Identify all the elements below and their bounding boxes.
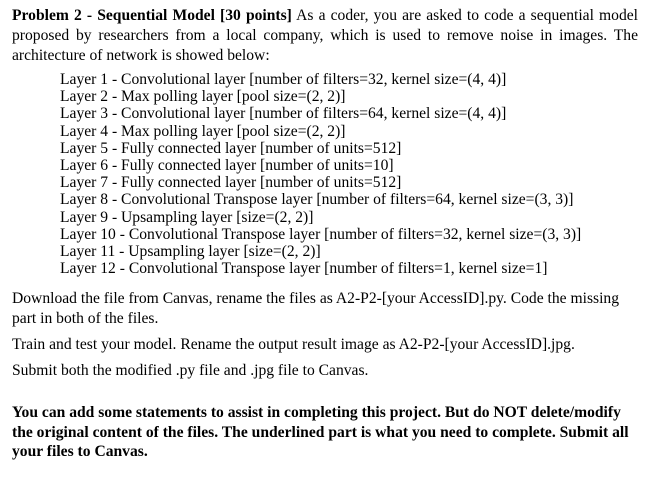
layer-list: [60, 71, 581, 277]
layer-item-7: Layer 7 - Fully connected layer [number of units=512]: [60, 174, 402, 192]
layer-item-4: Layer 4 - Max polling layer [pool size=(2, 2)]: [60, 122, 346, 140]
layer-item-12: Layer 12 - Convolutional Transpose layer [number of filters=1, kernel size=1]: [60, 260, 548, 278]
layer-item-3: Layer 3 - Convolutional layer [number of filters=64, kernel size=(4, 4)]: [60, 105, 507, 123]
train-instruction: Train and test your model. Rename the output result image as A2-P2-[your AccessID].jpg.: [12, 336, 575, 353]
layer-item-8: Layer 8 - Convolutional Transpose layer [number of filters=64, kernel size=(3, 3)]: [60, 191, 574, 209]
download-instruction: Download the file from Canvas, rename the files as A2-P2-[your AccessID].py. Code the missing part in both of the files.: [12, 290, 620, 327]
layer-item-9: Layer 9 - Upsampling layer [size=(2, 2)]: [60, 208, 314, 226]
submit-instruction: Submit both the modified .py file and .jpg file to Canvas.: [12, 362, 369, 379]
bold-note: You can add some statements to assist in completing this project. But do NOT delete/modify the original content of the files. The underlined part is what you need to complete. Submit all your files to Canvas.: [12, 404, 629, 460]
problem-heading: Problem 2 - Sequential Model [30 points]: [12, 7, 292, 24]
layer-item-10: Layer 10 - Convolutional Transpose layer [number of filters=32, kernel size=(3, 3)]: [60, 225, 582, 243]
layer-item-5: Layer 5 - Fully connected layer [number of units=512]: [60, 139, 402, 157]
layer-item-11: Layer 11 - Upsampling layer [size=(2, 2)]: [60, 243, 321, 261]
layer-item-6: Layer 6 - Fully connected layer [number of units=10]: [60, 157, 394, 175]
problem-intro: [12, 6, 638, 66]
problem-description: As a coder, you are asked to code a sequential model proposed by researchers from a local company, which is used to remove noise in images. The architecture of network is showed below:: [12, 7, 638, 64]
layer-item-1: Layer 1 - Convolutional layer [number of filters=32, kernel size=(4, 4)]: [60, 71, 507, 88]
layer-item-2: Layer 2 - Max polling layer [pool size=(2, 2)]: [60, 88, 346, 106]
